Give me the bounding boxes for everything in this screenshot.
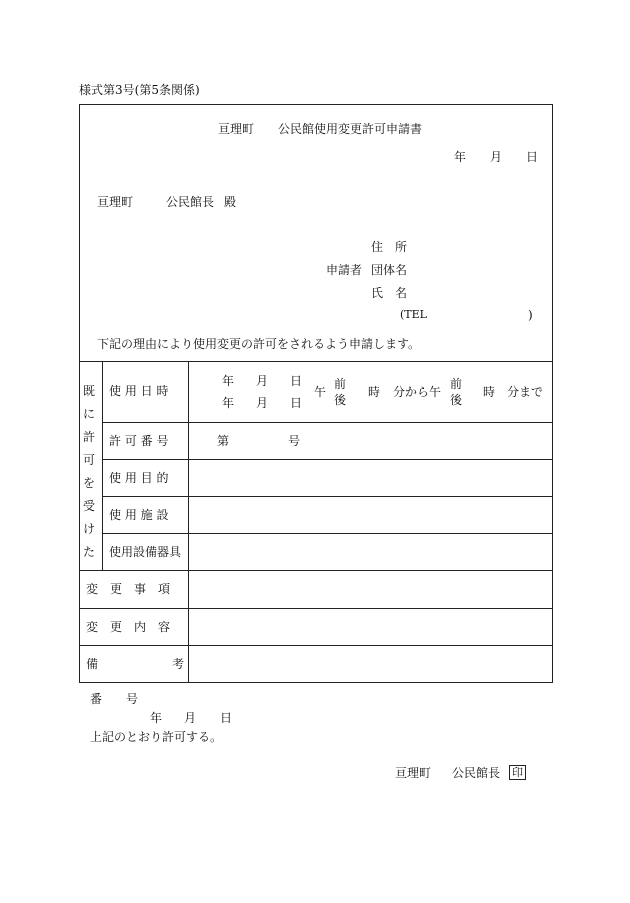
frame-top bbox=[79, 104, 552, 105]
row-label-change-content: 変 更 内 容 bbox=[86, 620, 171, 634]
date-month: 月 bbox=[490, 150, 503, 164]
dt-day-1: 日 bbox=[290, 374, 303, 388]
dt-year-1: 年 bbox=[222, 374, 235, 388]
frame-right bbox=[552, 104, 553, 682]
addressee-office: 公民館長 bbox=[166, 195, 215, 209]
request-text: 下記の理由により使用変更の許可をされるよう申請します。 bbox=[97, 337, 421, 351]
label-divider bbox=[188, 361, 189, 682]
dt-hour-1: 時 bbox=[368, 385, 381, 399]
seal-stamp: 印 bbox=[509, 765, 526, 780]
approval-number-1: 番 bbox=[90, 692, 103, 706]
row-line-6 bbox=[79, 608, 552, 609]
dt-ampm-1: 午 bbox=[314, 385, 327, 399]
row-label-remarks-1: 備 bbox=[86, 657, 99, 671]
row-label-remarks-2: 考 bbox=[172, 657, 185, 671]
row-label-permit-number: 許 可 番 号 bbox=[109, 434, 169, 448]
row-label-equipment: 使用設備器具 bbox=[109, 545, 182, 559]
form-number: 様式第3号(第5条関係) bbox=[79, 83, 200, 97]
dt-before-1: 前 bbox=[334, 377, 347, 391]
approval-text: 上記のとおり許可する。 bbox=[90, 730, 223, 744]
row-line-5 bbox=[79, 570, 552, 571]
frame-left bbox=[79, 104, 80, 682]
table-top-line bbox=[79, 361, 552, 362]
date-year: 年 bbox=[454, 150, 467, 164]
group-char-3: 許 bbox=[82, 430, 95, 444]
applicant-tel-open: (TEL bbox=[400, 308, 427, 321]
group-divider bbox=[102, 361, 103, 570]
row-line-4 bbox=[102, 533, 552, 534]
dt-before-2: 前 bbox=[450, 377, 463, 391]
row-line-3 bbox=[102, 496, 552, 497]
row-label-purpose: 使 用 目 的 bbox=[109, 471, 169, 485]
row-line-1 bbox=[102, 422, 552, 423]
group-char-2: に bbox=[82, 407, 95, 421]
permit-dai: 第 bbox=[217, 434, 230, 448]
row-label-facility: 使 用 施 設 bbox=[109, 508, 169, 522]
dt-from: 分から午 bbox=[393, 385, 442, 399]
applicant-group-label: 団体名 bbox=[371, 263, 408, 277]
dt-after-1: 後 bbox=[334, 393, 347, 407]
addressee-town: 亘理町 bbox=[97, 195, 134, 209]
row-label-usage-datetime: 使 用 日 時 bbox=[109, 384, 169, 398]
row-label-change-item: 変 更 事 項 bbox=[86, 582, 171, 596]
dt-hour-2: 時 bbox=[483, 385, 496, 399]
dt-year-2: 年 bbox=[222, 396, 235, 410]
approval-town: 亘理町 bbox=[395, 766, 432, 780]
row-line-2 bbox=[102, 459, 552, 460]
date-day: 日 bbox=[526, 150, 539, 164]
dt-day-2: 日 bbox=[290, 396, 303, 410]
group-char-5: を bbox=[82, 476, 95, 490]
row-line-7 bbox=[79, 645, 552, 646]
addressee-honorific: 殿 bbox=[224, 195, 237, 209]
approval-office: 公民館長 bbox=[452, 766, 501, 780]
dt-month-1: 月 bbox=[256, 374, 269, 388]
permit-go: 号 bbox=[288, 434, 301, 448]
form-title: 亘理町 公民館使用変更許可申請書 bbox=[218, 122, 423, 136]
applicant-role-label: 申請者 bbox=[326, 263, 363, 277]
dt-after-2: 後 bbox=[450, 393, 463, 407]
approval-day: 日 bbox=[220, 711, 233, 725]
group-char-8: た bbox=[82, 545, 95, 559]
group-char-4: 可 bbox=[82, 453, 95, 467]
dt-month-2: 月 bbox=[256, 396, 269, 410]
group-char-7: け bbox=[82, 522, 95, 536]
approval-month: 月 bbox=[184, 711, 197, 725]
applicant-address-label: 住 所 bbox=[371, 240, 408, 254]
applicant-tel-close: ) bbox=[528, 308, 533, 322]
group-char-6: 受 bbox=[82, 499, 95, 513]
frame-bottom bbox=[79, 682, 553, 683]
approval-number-2: 号 bbox=[126, 692, 139, 706]
dt-until: 分まで bbox=[507, 385, 544, 399]
group-char-1: 既 bbox=[82, 384, 95, 398]
approval-year: 年 bbox=[150, 711, 163, 725]
applicant-name-label: 氏 名 bbox=[371, 286, 408, 300]
